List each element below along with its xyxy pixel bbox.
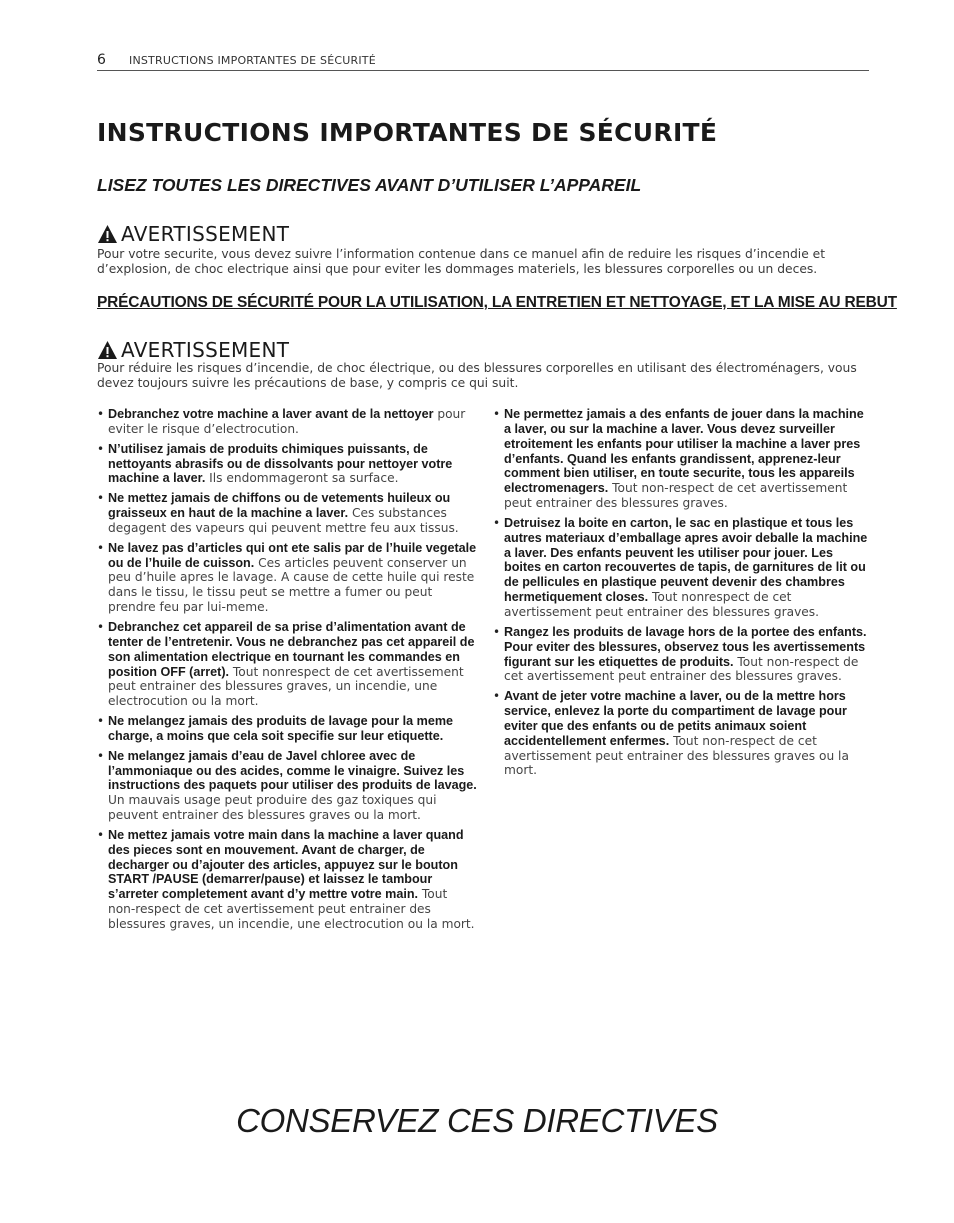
warning-heading-1 <box>97 222 289 246</box>
instructions-left-column <box>97 407 477 937</box>
list-item: • Ne melangez jamais d’eau de Javel chloree avec de l’ammoniaque ou des acides, comme le vinaigre. Suivez les instructions des paquets pour utiliser des produits de lavage. Un mauvais usage peut produire des gaz toxiques qui peuvent entrainer des blessures graves ou la mort. <box>97 749 477 823</box>
footer-title: CONSERVEZ CES DIRECTIVES <box>236 1102 718 1139</box>
warning-text-2: Pour réduire les risques d’incendie, de choc électrique, ou des blessures corporelles en utilisant des électroménagers, vous devez toujours suivre les précautions de base, y compris ce qui suit. <box>97 361 857 390</box>
list-item: • Debranchez cet appareil de sa prise d’alimentation avant de tenter de l’entretenir. Vous ne debranchez pas cet appareil de son alimentation electrique en tournant les commandes en position OFF (arret). Tout nonrespect de cet avertissement peut entrainer des blessures graves, un incendie, une electrocution ou la mort. <box>97 620 477 709</box>
precautions-heading: PRÉCAUTIONS DE SÉCURITÉ POUR LA UTILISATION, LA ENTRETIEN ET NETTOYAGE, ET LA MISE AU REBUT <box>97 294 897 311</box>
page-header <box>97 51 869 71</box>
list-item: • Detruisez la boite en carton, le sac en plastique et tous les autres materiaux d’emballage apres avoir deballe la machine a laver. Des enfants peuvent les utiliser pour jouer. Les boites en carton recouvertes de tapis, de garnitures de lit ou de pellicules en plastique peuvent devenir des chambres hermetiquement closes. Tout nonrespect de cet avertissement peut entrainer des blessures graves. <box>493 516 873 620</box>
list-item: • Ne permettez jamais a des enfants de jouer dans la machine a laver, ou sur la machine a laver. Vous devez surveiller etroitement les enfants pour utiliser la machine a laver pres d’enfants. Quand les enfants grandissent, apprenez-leur comment bien utiliser, en toute securite, tous les appareils electromenagers. Tout non-respect de cet avertissement peut entrainer des blessures graves. <box>493 407 873 511</box>
warning-triangle-icon <box>97 224 118 244</box>
warning-text-1: Pour votre securite, vous devez suivre l’information contenue dans ce manuel afin de reduire les risques d’incendie et d’explosion, de choc electrique ainsi que pour eviter les dommages materiels, les blessures corporelles ou un deces. <box>97 247 826 276</box>
list-item: • Debranchez votre machine a laver avant de la nettoyer pour eviter le risque d’electrocution. <box>97 407 477 437</box>
list-item: • N’utilisez jamais de produits chimiques puissants, de nettoyants abrasifs ou de dissolvants pour nettoyer votre machine a laver. Ils endommageront sa surface. <box>97 442 477 487</box>
list-item: • Avant de jeter votre machine a laver, ou de la mettre hors service, enlevez la porte du compartiment de lavage pour eviter que des enfants ou de petits animaux soient accidentellement enfermes. Tout non-respect de cet avertissement peut entrainer des blessures graves ou la mort. <box>493 689 873 778</box>
subtitle: LISEZ TOUTES LES DIRECTIVES AVANT D’UTILISER L’APPAREIL <box>97 175 642 195</box>
list-item: • Ne lavez pas d’articles qui ont ete salis par de l’huile vegetale ou de l’huile de cuisson. Ces articles peuvent conserver un peu d’huile apres le lavage. A cause de cette huile qui reste dans le tissu, le tissu peut se mettre a fumer ou peut prendre feu par lui-meme. <box>97 541 477 615</box>
list-item: • Rangez les produits de lavage hors de la portee des enfants. Pour eviter des blessures, observez tous les avertissements figurant sur les etiquettes de produits. Tout non-respect de cet avertissement peut entrainer des blessures graves. <box>493 625 873 684</box>
list-item: • Ne mettez jamais votre main dans la machine a laver quand des pieces sont en mouvement. Avant de charger, de decharger ou d’ajouter des articles, appuyez sur le bouton START /PAUSE (demarrer/pause) et laissez le tambour s’arreter completement avant d’y mettre votre main. Tout non-respect de cet avertissement peut entrainer des blessures graves, un incendie, une electrocution ou la mort. <box>97 828 477 932</box>
page-number: 6 <box>97 52 106 68</box>
list-item: • Ne melangez jamais des produits de lavage pour la meme charge, a moins que cela soit specifie sur leur etiquette. <box>97 714 477 744</box>
warning-label: AVERTISSEMENT <box>121 222 290 246</box>
running-title: INSTRUCTIONS IMPORTANTES DE SÉCURITÉ <box>129 54 376 67</box>
warning-triangle-icon <box>97 340 118 360</box>
warning-heading-2 <box>97 338 289 362</box>
warning-label: AVERTISSEMENT <box>121 338 290 362</box>
list-item: • Ne mettez jamais de chiffons ou de vetements huileux ou graisseux en haut de la machine a laver. Ces substances degagent des vapeurs qui peuvent mettre feu aux tissus. <box>97 491 477 536</box>
instructions-right-column <box>493 407 873 783</box>
page-title: INSTRUCTIONS IMPORTANTES DE SÉCURITÉ <box>97 118 718 147</box>
